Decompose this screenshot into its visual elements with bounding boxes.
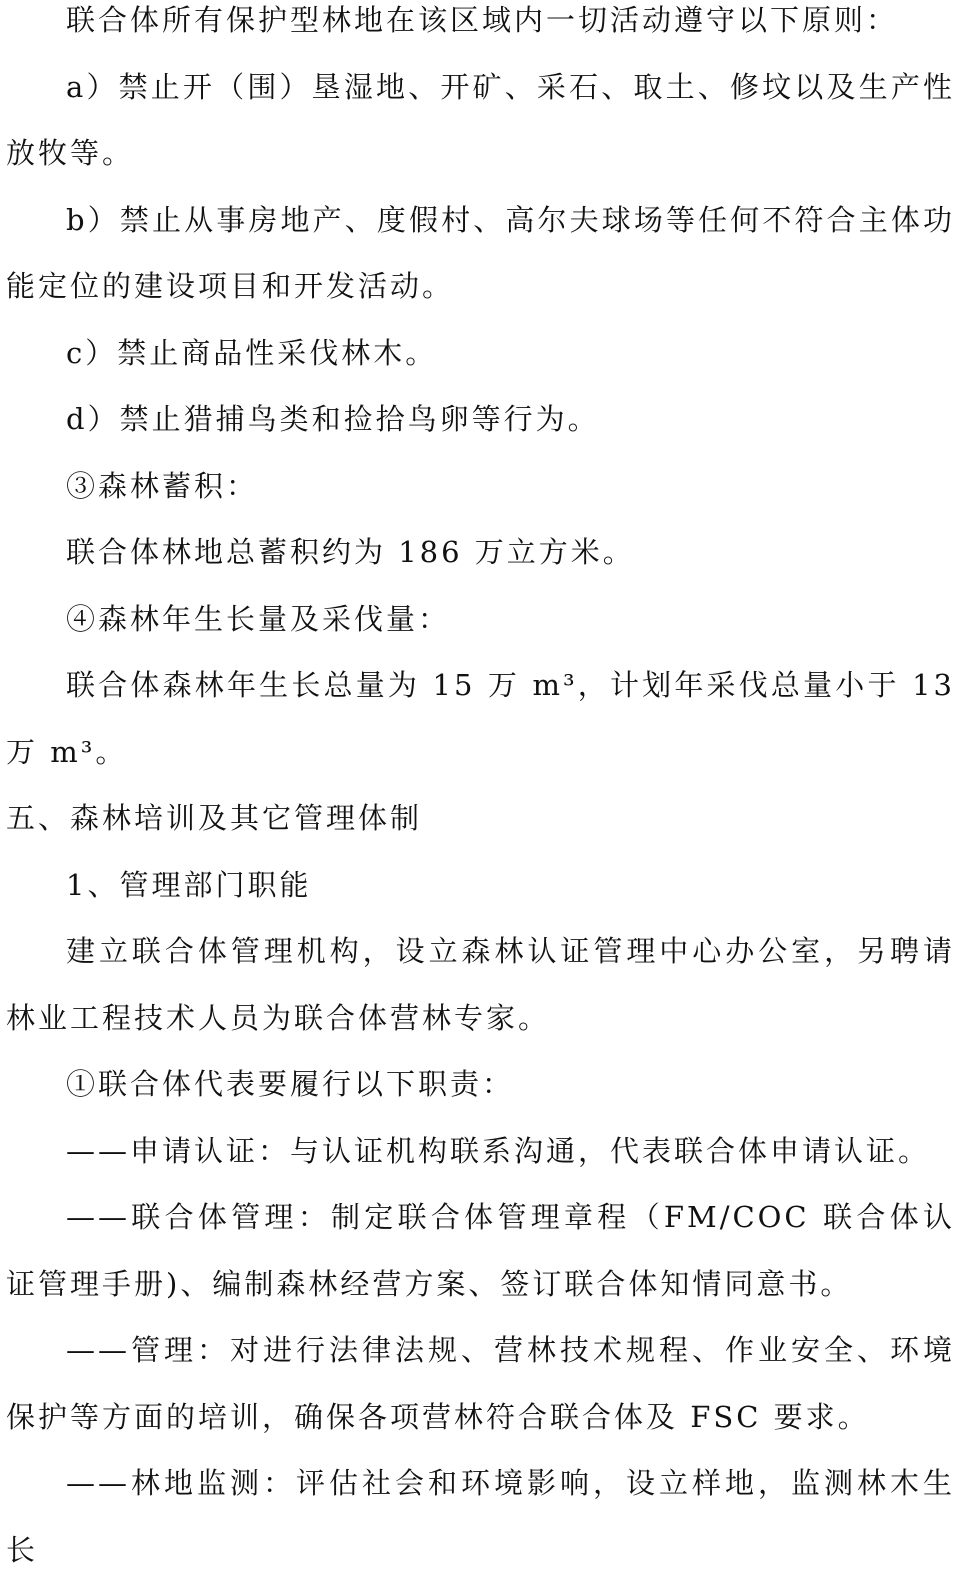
paragraph-principles-intro: 联合体所有保护型林地在该区域内一切活动遵守以下原则： (66, 3, 899, 37)
paragraph-rule-d: d）禁止猎捕鸟类和捡拾鸟卵等行为。 (66, 402, 600, 436)
paragraph-management-body: 建立联合体管理机构，设立森林认证管理中心办公室，另聘请林业工程技术人员为联合体营林专家。 (6, 934, 955, 1035)
subheading-department-functions: 1、管理部门职能 (66, 867, 312, 902)
section-heading-training: 五、森林培训及其它管理体制 (6, 801, 423, 835)
duty-group-management: ——联合体管理：制定联合体管理章程（FM/COC 联合体认证管理手册)、编制森林经营方案、签订联合体知情同意书。 (6, 1200, 955, 1301)
paragraph-forest-stock: 联合体林地总蓄积约为 186 万立方米。 (66, 535, 635, 569)
paragraph-rule-a: a）禁止开（围）垦湿地、开矿、采石、取土、修坟以及生产性放牧等。 (6, 69, 955, 170)
paragraph-growth-and-harvest: 联合体森林年生长总量为 15 万 m³，计划年采伐总量小于 13 万 m³。 (6, 668, 955, 769)
paragraph-rule-b: b）禁止从事房地产、度假村、高尔夫球场等任何不符合主体功能定位的建设项目和开发活动。 (6, 202, 955, 303)
heading-representative-duties: ①联合体代表要履行以下职责： (66, 1067, 515, 1101)
duty-forest-monitoring: ——林地监测：评估社会和环境影响，设立样地，监测林木生长 (6, 1466, 955, 1567)
heading-forest-stock: ③森林蓄积： (66, 468, 259, 503)
duty-training-management: ——管理：对进行法律法规、营林技术规程、作业安全、环境保护等方面的培训，确保各项营林符合联合体及 FSC 要求。 (6, 1333, 955, 1434)
heading-growth-and-harvest: ④森林年生长量及采伐量： (66, 601, 451, 636)
duty-apply-certification: ——申请认证：与认证机构联系沟通，代表联合体申请认证。 (66, 1133, 931, 1168)
paragraph-rule-c: c）禁止商品性采伐林木。 (66, 335, 438, 370)
